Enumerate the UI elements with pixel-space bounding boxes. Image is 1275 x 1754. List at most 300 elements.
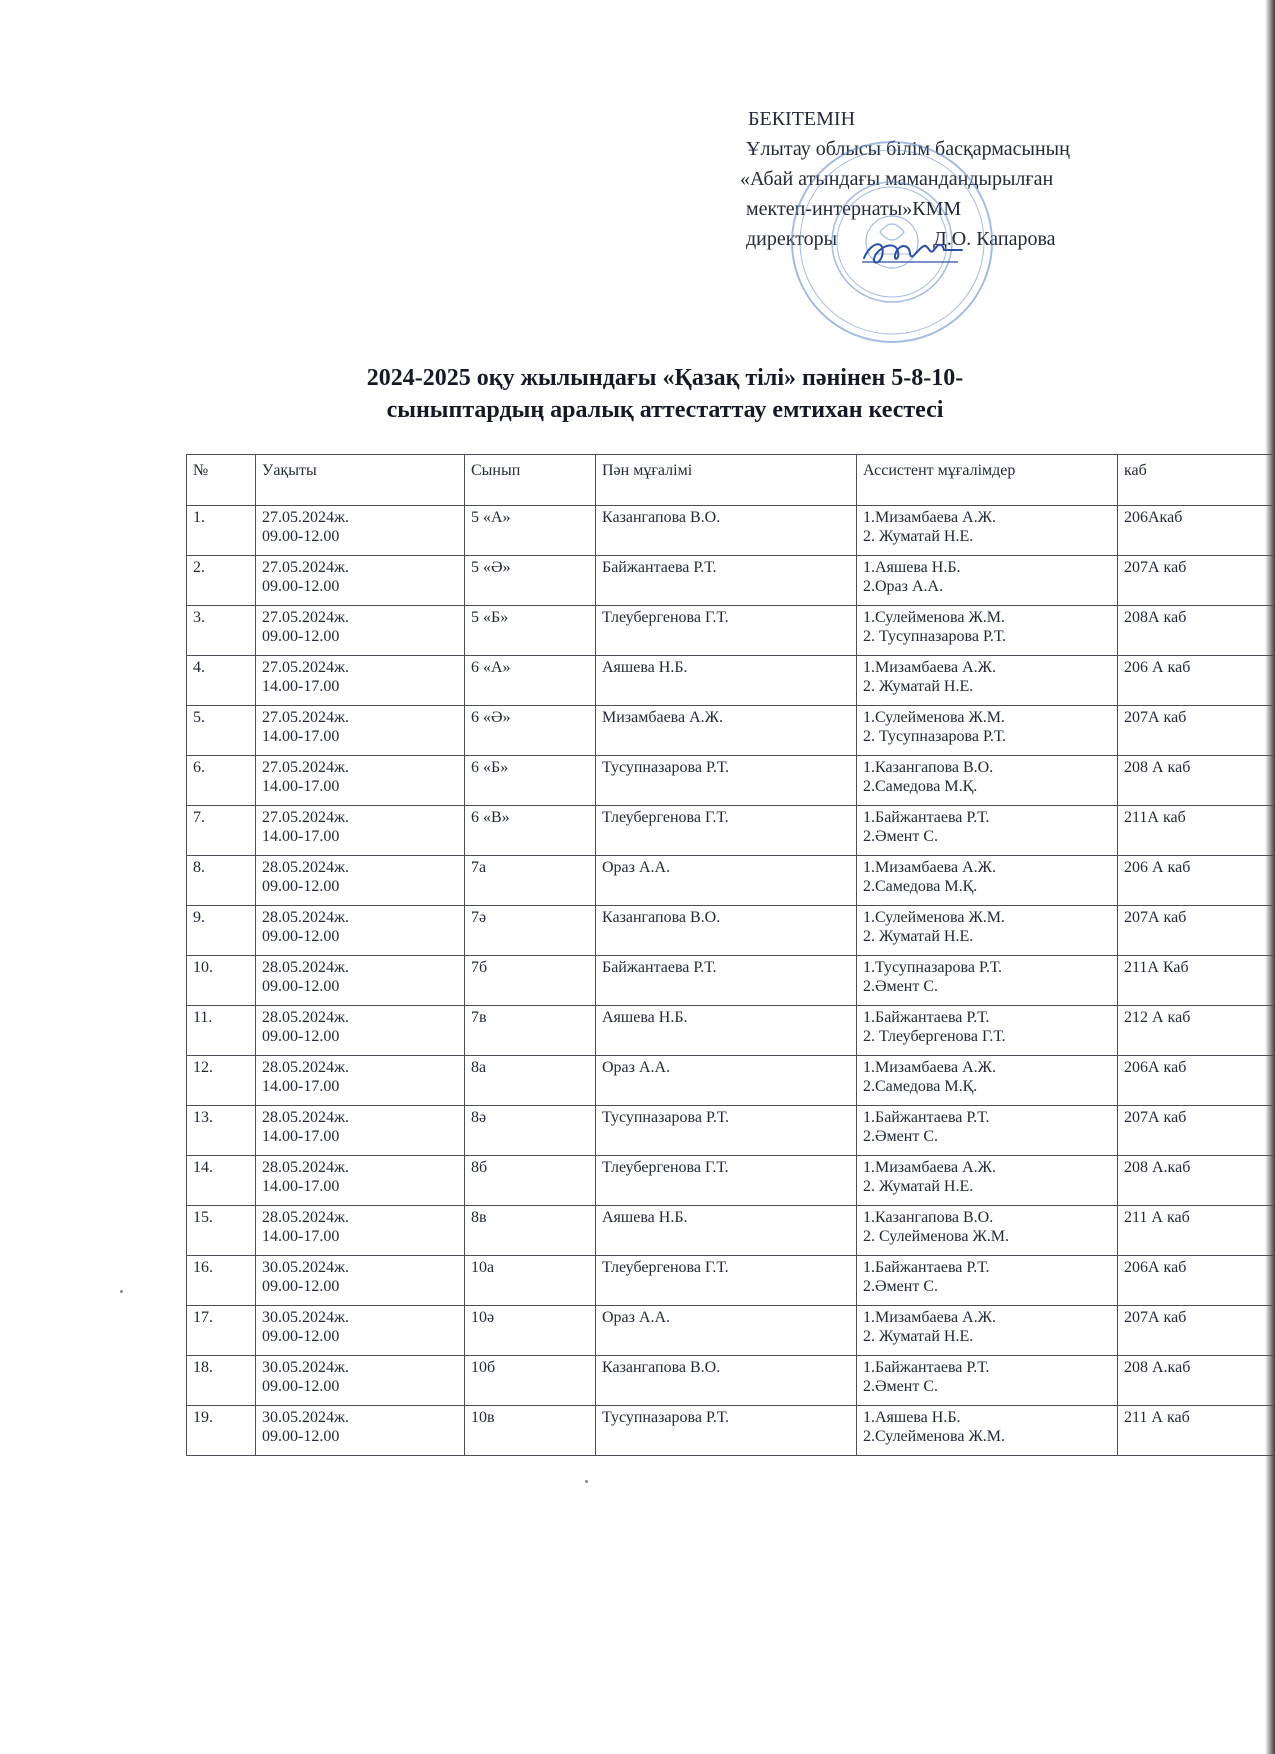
cell-class <box>465 1306 596 1356</box>
cell-assistants-assistant1: 1.Аяшева Н.Б. <box>863 1409 961 1426</box>
table-row <box>187 906 1275 956</box>
cell-assistants-assistant1: 1.Сулейменова Ж.М. <box>863 709 1006 726</box>
cell-time <box>256 1006 465 1056</box>
cell-assistants-assistant2: 2.Әмент С. <box>863 1378 939 1395</box>
cell-class <box>465 656 596 706</box>
cell-room <box>1118 956 1275 1006</box>
cell-time-date: 27.05.2024ж. <box>262 659 350 676</box>
cell-number-num: 7. <box>193 809 205 826</box>
cell-room <box>1118 856 1275 906</box>
cell-teacher-teacher: Ораз А.А. <box>602 859 671 876</box>
cell-assistants-assistant2: 2. Жуматай Н.Е. <box>863 678 974 695</box>
cell-teacher-teacher: Казангапова В.О. <box>602 1359 721 1376</box>
cell-time-time: 14.00-17.00 <box>262 828 340 845</box>
cell-time-date: 30.05.2024ж. <box>262 1359 350 1376</box>
cell-assistants <box>857 1056 1118 1106</box>
cell-teacher-teacher: Аяшева Н.Б. <box>602 1209 688 1226</box>
cell-class-class: 7б <box>471 959 488 976</box>
cell-time-date: 27.05.2024ж. <box>262 759 350 776</box>
cell-room-room: 211А Каб <box>1124 959 1189 976</box>
cell-room-room: 212 А каб <box>1124 1009 1191 1026</box>
cell-assistants <box>857 756 1118 806</box>
cell-assistants-assistant1: 1.Сулейменова Ж.М. <box>863 909 1006 926</box>
cell-assistants-assistant1: 1.Казангапова В.О. <box>863 759 994 776</box>
cell-number <box>187 756 256 806</box>
cell-assistants <box>857 1306 1118 1356</box>
cell-assistants <box>857 506 1118 556</box>
cell-teacher <box>596 806 857 856</box>
cell-number-num: 3. <box>193 609 205 626</box>
cell-assistants <box>857 1006 1118 1056</box>
cell-assistants <box>857 1256 1118 1306</box>
cell-time-date: 27.05.2024ж. <box>262 559 350 576</box>
cell-time-date: 28.05.2024ж. <box>262 1159 350 1176</box>
cell-number-num: 5. <box>193 709 205 726</box>
cell-number <box>187 1156 256 1206</box>
cell-number-num: 1. <box>193 509 205 526</box>
cell-time-date: 30.05.2024ж. <box>262 1409 350 1426</box>
cell-time-time: 09.00-12.00 <box>262 1028 340 1045</box>
cell-number-num: 18. <box>193 1359 213 1376</box>
cell-time <box>256 556 465 606</box>
cell-room <box>1118 806 1275 856</box>
header-class: Сынып <box>465 455 596 506</box>
cell-time <box>256 1356 465 1406</box>
cell-time-date: 28.05.2024ж. <box>262 909 350 926</box>
cell-time <box>256 756 465 806</box>
cell-room-room: 206А каб <box>1124 1059 1187 1076</box>
cell-teacher-teacher: Тлеубергенова Г.Т. <box>602 1159 729 1176</box>
cell-class <box>465 1156 596 1206</box>
cell-class <box>465 506 596 556</box>
approval-director-label: директоры <box>746 228 838 250</box>
cell-assistants-assistant2: 2.Әмент С. <box>863 1128 939 1145</box>
document-title <box>250 362 1080 426</box>
cell-teacher <box>596 1256 857 1306</box>
cell-assistants-assistant2: 2.Самедова М.Қ. <box>863 878 978 895</box>
cell-class-class: 5 «Б» <box>471 609 509 626</box>
cell-room-room: 207А каб <box>1124 709 1187 726</box>
cell-teacher-teacher: Тлеубергенова Г.Т. <box>602 809 729 826</box>
exam-schedule-table <box>186 454 1275 1456</box>
cell-assistants <box>857 706 1118 756</box>
approval-line-1: Ұлытау облысы білім басқармасының <box>746 138 1070 160</box>
cell-teacher-teacher: Ораз А.А. <box>602 1059 671 1076</box>
cell-time-time: 09.00-12.00 <box>262 978 340 995</box>
cell-number-num: 15. <box>193 1209 213 1226</box>
cell-assistants-assistant1: 1.Мизамбаева А.Ж. <box>863 1309 997 1326</box>
cell-teacher-teacher: Тусупназарова Р.Т. <box>602 759 730 776</box>
cell-teacher-teacher: Тусупназарова Р.Т. <box>602 1109 730 1126</box>
cell-assistants <box>857 1206 1118 1256</box>
cell-room <box>1118 1006 1275 1056</box>
cell-room <box>1118 1106 1275 1156</box>
header-time: Уақыты <box>256 455 465 506</box>
table-row <box>187 556 1275 606</box>
cell-room-room: 208 А.каб <box>1124 1359 1191 1376</box>
cell-class <box>465 1106 596 1156</box>
cell-room-room: 207А каб <box>1124 1309 1187 1326</box>
cell-class-class: 8б <box>471 1159 488 1176</box>
cell-teacher <box>596 506 857 556</box>
cell-teacher <box>596 1056 857 1106</box>
cell-time-date: 27.05.2024ж. <box>262 609 350 626</box>
cell-number-num: 16. <box>193 1259 213 1276</box>
cell-teacher-teacher: Байжантаева Р.Т. <box>602 559 717 576</box>
table-row <box>187 506 1275 556</box>
cell-assistants-assistant1: 1.Тусупназарова Р.Т. <box>863 959 1003 976</box>
cell-time-date: 28.05.2024ж. <box>262 1209 350 1226</box>
cell-class <box>465 1056 596 1106</box>
cell-assistants-assistant1: 1.Мизамбаева А.Ж. <box>863 659 997 676</box>
cell-time <box>256 1306 465 1356</box>
cell-time-time: 09.00-12.00 <box>262 528 340 545</box>
cell-time-time: 09.00-12.00 <box>262 578 340 595</box>
cell-number <box>187 1306 256 1356</box>
cell-class <box>465 856 596 906</box>
cell-time <box>256 706 465 756</box>
cell-room-room: 208А каб <box>1124 609 1187 626</box>
cell-time-time: 09.00-12.00 <box>262 928 340 945</box>
cell-teacher <box>596 1356 857 1406</box>
cell-room-room: 206А каб <box>1124 1259 1187 1276</box>
cell-room-room: 211 А каб <box>1124 1209 1190 1226</box>
table-row <box>187 1306 1275 1356</box>
cell-time-date: 27.05.2024ж. <box>262 809 350 826</box>
cell-assistants-assistant2: 2.Әмент С. <box>863 828 939 845</box>
cell-teacher-teacher: Казангапова В.О. <box>602 509 721 526</box>
cell-assistants <box>857 1106 1118 1156</box>
cell-number-num: 4. <box>193 659 205 676</box>
cell-room <box>1118 1356 1275 1406</box>
cell-class-class: 5 «Ә» <box>471 559 511 576</box>
cell-room <box>1118 906 1275 956</box>
cell-teacher <box>596 1006 857 1056</box>
approval-line-3: мектеп-интернаты»КММ <box>746 198 962 220</box>
cell-class-class: 10б <box>471 1359 496 1376</box>
cell-teacher <box>596 1206 857 1256</box>
cell-assistants-assistant2: 2. Жуматай Н.Е. <box>863 1178 974 1195</box>
table-row <box>187 806 1275 856</box>
cell-teacher <box>596 956 857 1006</box>
cell-room-room: 206 А каб <box>1124 659 1191 676</box>
cell-class-class: 8а <box>471 1059 487 1076</box>
cell-room <box>1118 1306 1275 1356</box>
cell-class <box>465 906 596 956</box>
cell-number-num: 8. <box>193 859 205 876</box>
cell-class-class: 10а <box>471 1259 495 1276</box>
cell-teacher-teacher: Байжантаева Р.Т. <box>602 959 717 976</box>
cell-number <box>187 906 256 956</box>
cell-assistants-assistant1: 1.Байжантаева Р.Т. <box>863 1259 990 1276</box>
header-subject-teacher: Пән мұғалімі <box>596 455 857 506</box>
table-row <box>187 856 1275 906</box>
cell-assistants-assistant1: 1.Байжантаева Р.Т. <box>863 1009 990 1026</box>
cell-number <box>187 956 256 1006</box>
cell-time-time: 14.00-17.00 <box>262 1078 340 1095</box>
cell-room-room: 207А каб <box>1124 1109 1187 1126</box>
cell-time-date: 28.05.2024ж. <box>262 1009 350 1026</box>
cell-teacher <box>596 906 857 956</box>
cell-time-time: 09.00-12.00 <box>262 1328 340 1345</box>
director-signature-icon <box>858 236 966 270</box>
cell-number-num: 9. <box>193 909 205 926</box>
cell-number <box>187 856 256 906</box>
cell-class <box>465 1006 596 1056</box>
cell-teacher <box>596 1306 857 1356</box>
cell-time <box>256 1106 465 1156</box>
header-assistant-teachers: Ассистент мұғалімдер <box>857 455 1118 506</box>
cell-room-room: 207А каб <box>1124 909 1187 926</box>
cell-teacher-teacher: Тусупназарова Р.Т. <box>602 1409 730 1426</box>
cell-teacher <box>596 656 857 706</box>
table-row <box>187 1006 1275 1056</box>
cell-time <box>256 506 465 556</box>
cell-teacher <box>596 856 857 906</box>
cell-time-time: 14.00-17.00 <box>262 678 340 695</box>
cell-time-date: 28.05.2024ж. <box>262 1059 350 1076</box>
cell-class-class: 6 «Б» <box>471 759 509 776</box>
cell-class <box>465 756 596 806</box>
cell-assistants <box>857 856 1118 906</box>
cell-number <box>187 656 256 706</box>
cell-room-room: 207А каб <box>1124 559 1187 576</box>
cell-number <box>187 556 256 606</box>
cell-time <box>256 606 465 656</box>
cell-assistants-assistant2: 2.Әмент С. <box>863 978 939 995</box>
header-number: № <box>187 455 256 506</box>
cell-assistants-assistant2: 2. Жуматай Н.Е. <box>863 928 974 945</box>
cell-time <box>256 1056 465 1106</box>
cell-class <box>465 706 596 756</box>
cell-room-room: 211 А каб <box>1124 1409 1190 1426</box>
approval-line-2: «Абай атындағы мамандандырылған <box>740 168 1054 190</box>
cell-number <box>187 1106 256 1156</box>
scan-speck <box>585 1480 588 1483</box>
cell-class-class: 10ә <box>471 1309 495 1326</box>
cell-time-time: 14.00-17.00 <box>262 1178 340 1195</box>
cell-room-room: 206 А каб <box>1124 859 1191 876</box>
cell-time-time: 14.00-17.00 <box>262 728 340 745</box>
cell-class <box>465 1356 596 1406</box>
cell-class <box>465 606 596 656</box>
cell-class <box>465 1256 596 1306</box>
title-line-1: 2024-2025 оқу жылындағы «Қазақ тілі» пәнінен 5-8-10- <box>366 365 964 391</box>
cell-class-class: 7в <box>471 1009 487 1026</box>
cell-assistants <box>857 656 1118 706</box>
cell-class-class: 10в <box>471 1409 495 1426</box>
approval-director-name: Д.О. Капарова <box>933 228 1056 250</box>
cell-number <box>187 706 256 756</box>
title-line-2: сыныптардың аралық аттестаттау емтихан кестесі <box>386 397 944 423</box>
cell-time <box>256 656 465 706</box>
cell-assistants <box>857 1356 1118 1406</box>
cell-time-date: 28.05.2024ж. <box>262 1109 350 1126</box>
cell-time-date: 30.05.2024ж. <box>262 1309 350 1326</box>
cell-time-time: 09.00-12.00 <box>262 1378 340 1395</box>
cell-time <box>256 956 465 1006</box>
cell-room <box>1118 1206 1275 1256</box>
cell-number <box>187 1256 256 1306</box>
cell-assistants <box>857 556 1118 606</box>
scan-speck <box>120 1290 123 1293</box>
header-room: каб <box>1118 455 1275 506</box>
cell-assistants-assistant2: 2.Сулейменова Ж.М. <box>863 1428 1006 1445</box>
cell-number <box>187 506 256 556</box>
cell-number <box>187 806 256 856</box>
cell-class-class: 5 «А» <box>471 509 511 526</box>
table-row <box>187 1206 1275 1256</box>
cell-number-num: 2. <box>193 559 205 576</box>
cell-number <box>187 1056 256 1106</box>
cell-time-time: 09.00-12.00 <box>262 1428 340 1445</box>
cell-room <box>1118 1156 1275 1206</box>
cell-assistants-assistant1: 1.Мизамбаева А.Ж. <box>863 859 997 876</box>
cell-time-date: 28.05.2024ж. <box>262 959 350 976</box>
cell-assistants-assistant2: 2. Сулейменова Ж.М. <box>863 1228 1010 1245</box>
cell-assistants-assistant1: 1.Аяшева Н.Б. <box>863 559 961 576</box>
cell-time-time: 14.00-17.00 <box>262 778 340 795</box>
cell-class-class: 8в <box>471 1209 487 1226</box>
table-row <box>187 1106 1275 1156</box>
cell-assistants <box>857 606 1118 656</box>
cell-assistants-assistant2: 2.Әмент С. <box>863 1278 939 1295</box>
table-row <box>187 956 1275 1006</box>
cell-room <box>1118 1256 1275 1306</box>
cell-class-class: 6 «В» <box>471 809 510 826</box>
cell-number <box>187 1006 256 1056</box>
cell-time-time: 14.00-17.00 <box>262 1228 340 1245</box>
cell-number <box>187 1406 256 1456</box>
table-row <box>187 706 1275 756</box>
cell-time-date: 30.05.2024ж. <box>262 1259 350 1276</box>
cell-assistants-assistant1: 1.Сулейменова Ж.М. <box>863 609 1006 626</box>
cell-class <box>465 556 596 606</box>
cell-teacher-teacher: Аяшева Н.Б. <box>602 659 688 676</box>
cell-room <box>1118 606 1275 656</box>
table-body <box>187 506 1275 1456</box>
cell-assistants-assistant2: 2. Тусупназарова Р.Т. <box>863 628 1007 645</box>
cell-class <box>465 1206 596 1256</box>
cell-assistants <box>857 1156 1118 1206</box>
table-row <box>187 1156 1275 1206</box>
cell-time <box>256 1156 465 1206</box>
cell-assistants-assistant2: 2.Ораз А.А. <box>863 578 944 595</box>
cell-assistants-assistant2: 2.Самедова М.Қ. <box>863 778 978 795</box>
cell-room-room: 211А каб <box>1124 809 1186 826</box>
cell-teacher <box>596 1406 857 1456</box>
cell-room <box>1118 556 1275 606</box>
cell-teacher <box>596 556 857 606</box>
approval-heading: БЕКІТЕМІН <box>748 108 856 130</box>
table-row <box>187 1356 1275 1406</box>
cell-time <box>256 1406 465 1456</box>
cell-number-num: 11. <box>193 1009 213 1026</box>
table-row <box>187 756 1275 806</box>
table-row <box>187 1056 1275 1106</box>
cell-assistants-assistant2: 2. Жуматай Н.Е. <box>863 528 974 545</box>
cell-class <box>465 1406 596 1456</box>
cell-number-num: 19. <box>193 1409 213 1426</box>
cell-assistants-assistant2: 2. Жуматай Н.Е. <box>863 1328 974 1345</box>
cell-number <box>187 1356 256 1406</box>
cell-number-num: 6. <box>193 759 205 776</box>
cell-number-num: 14. <box>193 1159 213 1176</box>
cell-number-num: 17. <box>193 1309 213 1326</box>
cell-class-class: 7ә <box>471 909 487 926</box>
cell-assistants <box>857 956 1118 1006</box>
cell-class <box>465 806 596 856</box>
cell-time-date: 28.05.2024ж. <box>262 859 350 876</box>
cell-time <box>256 1256 465 1306</box>
cell-teacher-teacher: Казангапова В.О. <box>602 909 721 926</box>
cell-room <box>1118 756 1275 806</box>
cell-assistants-assistant1: 1.Байжантаева Р.Т. <box>863 1359 990 1376</box>
table-row <box>187 1256 1275 1306</box>
cell-time-time: 09.00-12.00 <box>262 1278 340 1295</box>
cell-class-class: 8ә <box>471 1109 487 1126</box>
cell-room <box>1118 656 1275 706</box>
cell-assistants <box>857 806 1118 856</box>
cell-time-time: 09.00-12.00 <box>262 878 340 895</box>
cell-assistants-assistant2: 2. Тлеубергенова Г.Т. <box>863 1028 1006 1045</box>
cell-time <box>256 1206 465 1256</box>
cell-teacher <box>596 1156 857 1206</box>
cell-assistants-assistant1: 1.Мизамбаева А.Ж. <box>863 1159 997 1176</box>
cell-class-class: 6 «Ә» <box>471 709 511 726</box>
cell-room-room: 206Акаб <box>1124 509 1183 526</box>
cell-teacher-teacher: Тлеубергенова Г.Т. <box>602 1259 729 1276</box>
cell-teacher-teacher: Мизамбаева А.Ж. <box>602 709 724 726</box>
cell-time-time: 14.00-17.00 <box>262 1128 340 1145</box>
cell-class <box>465 956 596 1006</box>
cell-time <box>256 806 465 856</box>
cell-teacher-teacher: Аяшева Н.Б. <box>602 1009 688 1026</box>
cell-assistants-assistant2: 2.Самедова М.Қ. <box>863 1078 978 1095</box>
cell-number <box>187 606 256 656</box>
cell-assistants <box>857 1406 1118 1456</box>
table-header-row <box>187 455 1275 506</box>
cell-room <box>1118 506 1275 556</box>
cell-room-room: 208 А каб <box>1124 759 1191 776</box>
cell-number-num: 13. <box>193 1109 213 1126</box>
cell-room <box>1118 1056 1275 1106</box>
cell-assistants-assistant1: 1.Байжантаева Р.Т. <box>863 1109 990 1126</box>
cell-room-room: 208 А.каб <box>1124 1159 1191 1176</box>
cell-number-num: 10. <box>193 959 213 976</box>
cell-assistants-assistant1: 1.Мизамбаева А.Ж. <box>863 509 997 526</box>
cell-teacher <box>596 756 857 806</box>
cell-assistants-assistant1: 1.Казангапова В.О. <box>863 1209 994 1226</box>
cell-assistants-assistant1: 1.Мизамбаева А.Ж. <box>863 1059 997 1076</box>
cell-time <box>256 906 465 956</box>
cell-room <box>1118 1406 1275 1456</box>
cell-number <box>187 1206 256 1256</box>
cell-room <box>1118 706 1275 756</box>
cell-assistants <box>857 906 1118 956</box>
cell-time-date: 27.05.2024ж. <box>262 709 350 726</box>
cell-assistants-assistant1: 1.Байжантаева Р.Т. <box>863 809 990 826</box>
table-row <box>187 1406 1275 1456</box>
cell-teacher <box>596 1106 857 1156</box>
cell-class-class: 7а <box>471 859 487 876</box>
cell-assistants-assistant2: 2. Тусупназарова Р.Т. <box>863 728 1007 745</box>
cell-teacher <box>596 606 857 656</box>
table-row <box>187 656 1275 706</box>
cell-class-class: 6 «А» <box>471 659 511 676</box>
cell-teacher-teacher: Тлеубергенова Г.Т. <box>602 609 729 626</box>
cell-teacher-teacher: Ораз А.А. <box>602 1309 671 1326</box>
